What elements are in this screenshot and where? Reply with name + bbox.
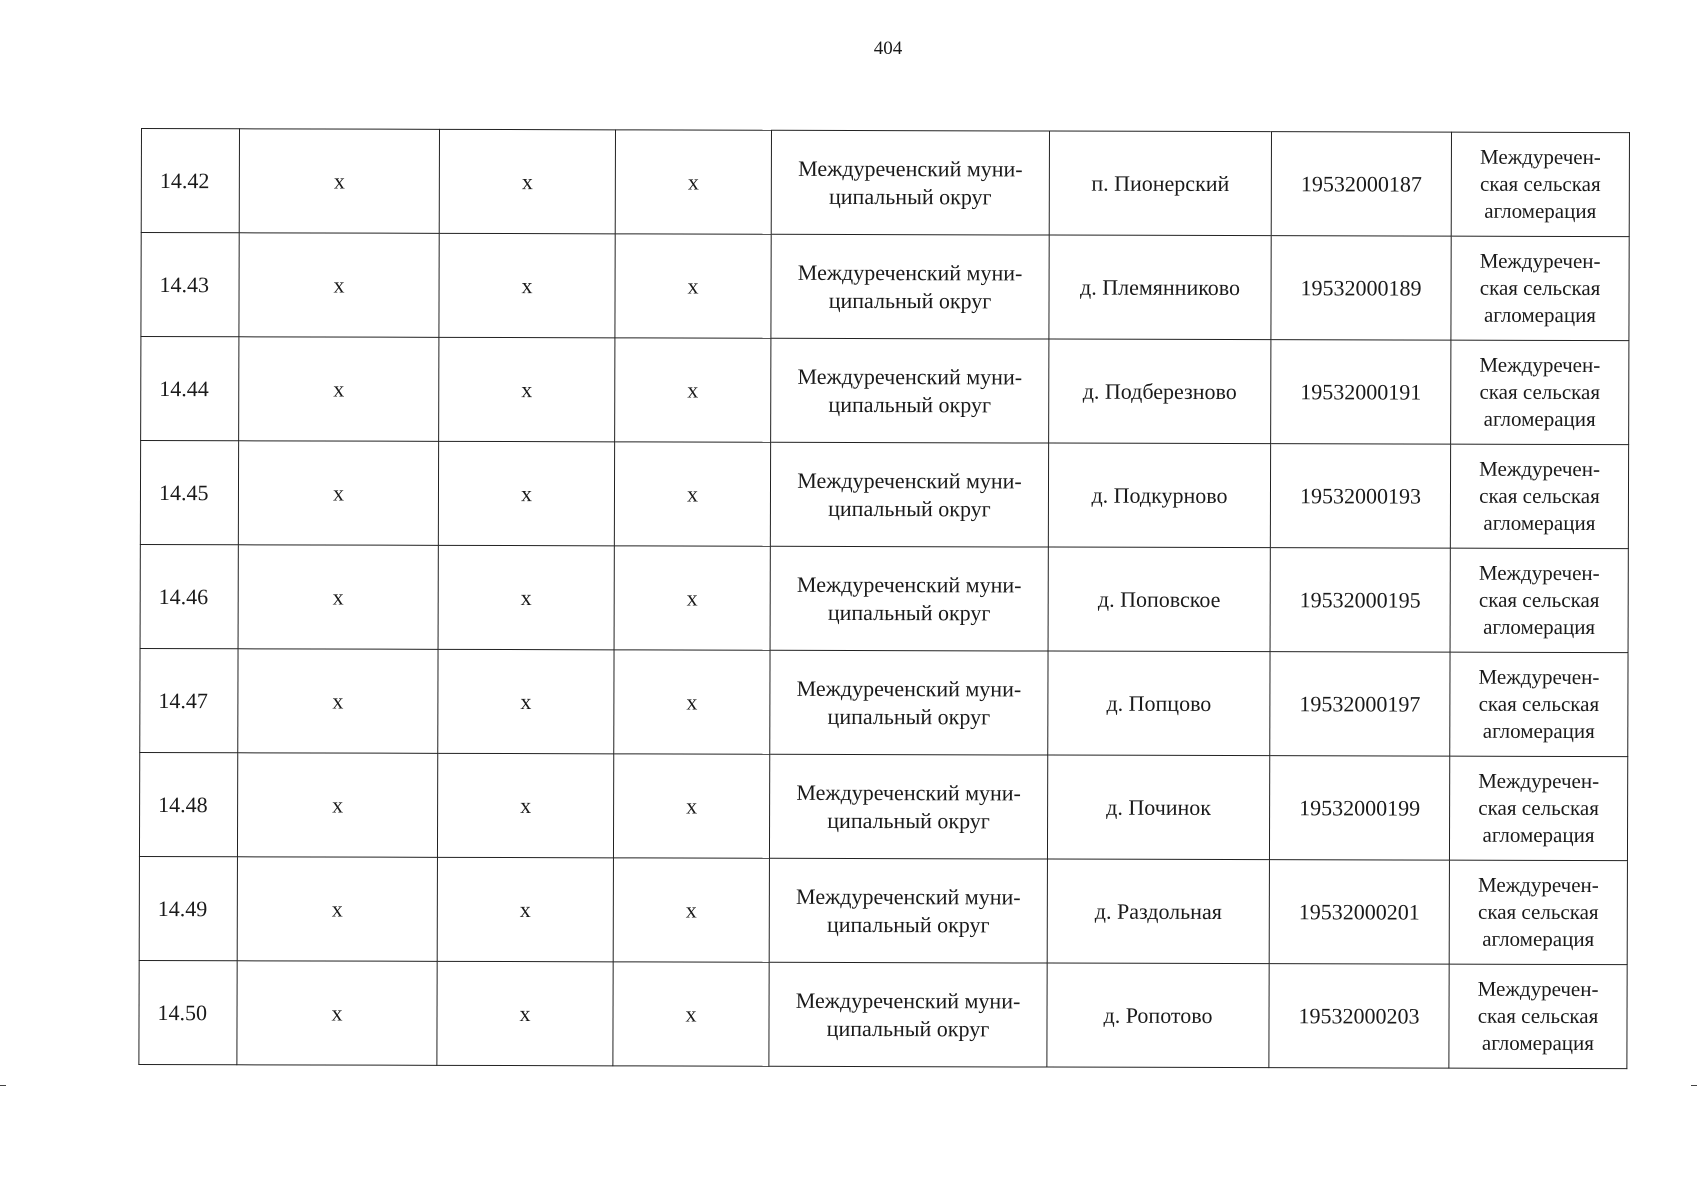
table-row — [140, 441, 1628, 549]
row-number-cell: 14.43 — [141, 233, 239, 337]
district-line-2: ципальный округ — [827, 703, 991, 729]
x-cell-3: x — [615, 338, 771, 442]
x-cell-2: x — [438, 649, 614, 753]
code-cell: 19532000197 — [1270, 652, 1450, 757]
district-line-1: Междуреченский муни- — [795, 987, 1021, 1013]
district-cell — [771, 130, 1049, 235]
agglomeration-line-1: Междуречен- — [1478, 664, 1600, 690]
agglomeration-line-3: агломерация — [1482, 926, 1595, 952]
district-cell — [769, 858, 1047, 963]
x-cell-3: x — [613, 754, 769, 858]
x-cell-1: x — [237, 961, 437, 1066]
scan-edge-mark-right — [1691, 1085, 1697, 1086]
agglomeration-line-3: агломерация — [1483, 302, 1597, 328]
row-number-cell: 14.42 — [141, 129, 239, 233]
locality-cell: д. Подберезново — [1049, 339, 1271, 444]
code-cell: 19532000187 — [1271, 132, 1451, 237]
district-cell — [770, 442, 1048, 547]
row-number-cell: 14.44 — [141, 337, 239, 441]
x-cell-3: x — [615, 234, 771, 338]
district-cell — [771, 234, 1049, 339]
row-number-cell: 14.50 — [139, 960, 237, 1064]
agglomeration-line-1: Междуречен- — [1479, 248, 1601, 274]
district-cell — [769, 962, 1047, 1067]
x-cell-2: x — [439, 129, 615, 233]
district-cell — [770, 650, 1048, 755]
locality-cell: д. Починок — [1047, 755, 1269, 860]
agglomeration-cell — [1449, 756, 1627, 860]
district-line-2: ципальный округ — [827, 807, 990, 833]
locality-cell: д. Попцово — [1048, 651, 1270, 756]
x-cell-2: x — [438, 441, 614, 545]
row-number-cell: 14.47 — [140, 648, 238, 752]
agglomeration-line-2: ская сельская — [1477, 899, 1599, 925]
x-cell-3: x — [614, 442, 770, 546]
x-cell-3: x — [613, 962, 769, 1066]
agglomeration-line-1: Междуречен- — [1478, 560, 1600, 586]
agglomeration-line-2: ская сельская — [1480, 171, 1601, 197]
district-cell — [770, 546, 1048, 651]
district-line-1: Междуреченский муни- — [797, 467, 1022, 493]
code-cell: 19532000189 — [1271, 236, 1451, 341]
agglomeration-line-1: Междуречен- — [1479, 456, 1600, 482]
code-cell: 19532000199 — [1269, 756, 1449, 861]
x-cell-2: x — [437, 857, 613, 961]
table-row — [139, 856, 1627, 964]
row-number-cell: 14.45 — [140, 441, 238, 545]
code-cell: 19532000203 — [1269, 964, 1449, 1069]
x-cell-1: x — [239, 337, 439, 442]
x-cell-3: x — [613, 858, 769, 962]
agglomeration-cell — [1450, 444, 1628, 548]
agglomeration-line-2: ская сельская — [1478, 691, 1600, 717]
x-cell-3: x — [614, 546, 770, 650]
agglomeration-cell — [1450, 652, 1628, 756]
agglomeration-line-1: Междуречен- — [1477, 872, 1599, 898]
x-cell-1: x — [237, 753, 437, 858]
agglomeration-line-3: агломерация — [1482, 718, 1595, 744]
agglomeration-line-1: Междуречен- — [1479, 352, 1601, 378]
agglomeration-line-1: Междуречен- — [1478, 768, 1600, 794]
table-row — [141, 233, 1629, 341]
district-line-1: Междуреченский муни- — [797, 259, 1023, 285]
table-row — [139, 960, 1627, 1068]
code-cell: 19532000191 — [1271, 340, 1451, 445]
x-cell-1: x — [239, 129, 439, 234]
agglomeration-line-2: ская сельская — [1478, 795, 1599, 821]
table-body — [139, 129, 1630, 1069]
x-cell-2: x — [437, 961, 613, 1065]
agglomeration-line-1: Междуречен- — [1479, 144, 1601, 170]
page-number: 404 — [873, 38, 903, 59]
x-cell-1: x — [238, 649, 438, 754]
row-number-cell: 14.46 — [140, 544, 238, 648]
agglomeration-cell — [1451, 340, 1629, 444]
district-line-2: ципальный округ — [826, 1015, 990, 1041]
row-number-cell: 14.49 — [139, 856, 237, 960]
agglomeration-line-2: ская сельская — [1478, 587, 1600, 613]
agglomeration-cell — [1449, 860, 1627, 964]
locality-cell: п. Пионерский — [1049, 131, 1271, 236]
agglomeration-cell — [1449, 964, 1627, 1068]
table-row — [141, 129, 1629, 237]
district-line-1: Междуреченский муни- — [796, 675, 1022, 701]
code-cell: 19532000201 — [1269, 860, 1449, 965]
agglomeration-line-2: ская сельская — [1477, 1003, 1599, 1029]
agglomeration-cell — [1451, 236, 1629, 340]
locality-cell: д. Племянниково — [1049, 235, 1271, 340]
x-cell-2: x — [439, 233, 615, 337]
table-row — [139, 752, 1627, 860]
district-line-2: ципальный округ — [828, 287, 992, 313]
agglomeration-line-3: агломерация — [1483, 510, 1596, 536]
x-cell-1: x — [239, 233, 439, 338]
agglomeration-cell — [1450, 548, 1628, 652]
x-cell-2: x — [437, 753, 613, 857]
district-line-2: ципальный округ — [828, 495, 991, 521]
agglomeration-line-3: агломерация — [1482, 822, 1595, 848]
agglomeration-line-1: Междуречен- — [1477, 976, 1599, 1002]
settlements-table — [138, 128, 1630, 1069]
x-cell-1: x — [238, 441, 438, 546]
district-line-2: ципальный округ — [827, 599, 991, 625]
agglomeration-line-3: агломерация — [1483, 614, 1596, 640]
district-line-1: Междуреченский муни- — [797, 363, 1023, 389]
locality-cell: д. Раздольная — [1047, 859, 1269, 964]
district-cell — [769, 754, 1047, 859]
row-number-cell: 14.48 — [139, 752, 237, 856]
locality-cell: д. Поповское — [1048, 547, 1270, 652]
district-line-1: Междуреченский муни- — [796, 571, 1022, 597]
district-line-2: ципальный округ — [828, 391, 992, 417]
district-line-1: Междуреченский муни- — [798, 155, 1023, 181]
x-cell-3: x — [614, 650, 770, 754]
scan-edge-mark-left — [0, 1085, 6, 1086]
district-line-1: Междуреченский муни- — [796, 779, 1021, 805]
district-line-2: ципальный округ — [828, 183, 992, 209]
district-cell — [771, 338, 1049, 443]
agglomeration-line-2: ская сельская — [1479, 483, 1600, 509]
x-cell-2: x — [438, 545, 614, 649]
agglomeration-cell — [1451, 132, 1629, 236]
agglomeration-line-3: агломерация — [1483, 406, 1596, 432]
x-cell-1: x — [237, 857, 437, 962]
agglomeration-line-3: агломерация — [1481, 1030, 1594, 1056]
table-row — [140, 648, 1628, 756]
agglomeration-line-3: агломерация — [1484, 198, 1597, 224]
code-cell: 19532000193 — [1270, 444, 1450, 549]
district-line-2: ципальный округ — [826, 911, 990, 937]
table-row — [140, 544, 1628, 652]
x-cell-3: x — [615, 130, 771, 234]
agglomeration-line-2: ская сельская — [1479, 379, 1601, 405]
code-cell: 19532000195 — [1270, 548, 1450, 653]
locality-cell: д. Подкурново — [1048, 443, 1270, 548]
table-row — [141, 337, 1629, 445]
x-cell-1: x — [238, 545, 438, 650]
agglomeration-line-2: ская сельская — [1479, 275, 1601, 301]
x-cell-2: x — [439, 337, 615, 441]
district-line-1: Междуреченский муни- — [796, 883, 1021, 909]
locality-cell: д. Ропотово — [1047, 963, 1269, 1068]
